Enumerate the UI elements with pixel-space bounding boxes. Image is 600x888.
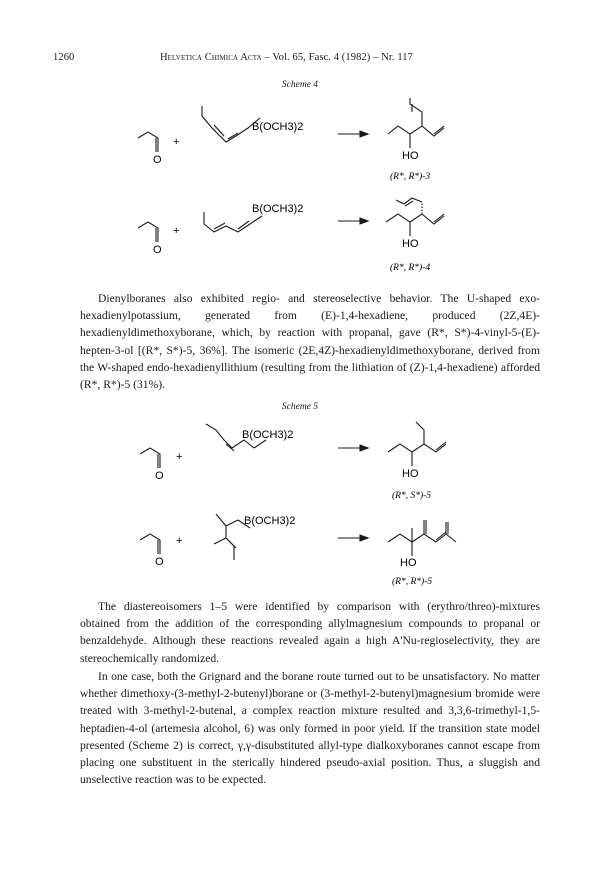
plus-sign-4: + [176, 535, 183, 547]
plus-sign-3: + [176, 451, 183, 463]
carbonyl-o-1: O [153, 154, 162, 166]
product-4-structure [386, 198, 444, 236]
page-number: 1260 [53, 52, 75, 63]
running-head [160, 52, 413, 63]
carbonyl-o-4: O [155, 556, 164, 568]
carbonyl-o-2: O [153, 244, 162, 256]
compound-label-5a: (R*, S*)-5 [392, 491, 432, 501]
hydroxyl-label-3: HO [402, 150, 419, 162]
boryl-group-4: B(OCH3)2 [244, 515, 296, 527]
propanal-structure-3 [140, 448, 160, 468]
scheme-5-diagram [0, 418, 600, 590]
hydroxyl-label-4: HO [402, 238, 419, 250]
carbonyl-o-3: O [155, 470, 164, 482]
compound-label-5b: (R*, R*)-5 [392, 577, 433, 587]
journal-name: Helvetica Chimica Acta [160, 52, 262, 63]
compound-label-3: (R*, R*)-3 [390, 172, 431, 182]
scheme-5-title: Scheme 5 [281, 402, 319, 412]
plus-sign-1: + [173, 136, 180, 148]
running-head-issue: – Vol. 65, Fasc. 4 (1982) – Nr. 117 [261, 52, 414, 63]
product-5-rr-structure [388, 520, 456, 556]
propanal-structure-1 [138, 132, 158, 152]
boryl-group-2: B(OCH3)2 [252, 203, 304, 215]
propanal-structure-2 [138, 222, 158, 242]
hydroxyl-label-5b: HO [400, 557, 417, 569]
boryl-group-3: B(OCH3)2 [242, 429, 294, 441]
paragraph-dienylboranes: Dienylboranes also exhibited regio- and stereoselective behavior. The U-shaped exo-hexadienylpotassium, generated from (E)-1,4-hexadiene, produced (2Z,4E)-hexadienyldimethoxyborane, which, by reaction with propanal, gave (R*, S*)-4-vinyl-5-(E)-hepten-3-ol [(R*, S*)-5, 36%]. The isomeric (2E,4Z)-hexadienyldimethoxyborane, derived from the W-shaped endo-hexadienyllithium (resulting from the lithiation of (Z)-1,4-hexadiene) afforded (R*, R*)-5 (31%). [80, 292, 540, 392]
plus-sign-2: + [173, 225, 180, 237]
propanal-structure-4 [140, 534, 160, 554]
boryl-group-1: B(OCH3)2 [252, 121, 304, 133]
dienylborane-structure-2 [204, 212, 262, 232]
product-3-structure [388, 98, 444, 148]
paragraph-diastereoisomers: The diastereoisomers 1–5 were identified by comparison with (erythro/threo)-mixtures obtained from the addition of the corresponding allylmagnesium compounds to propanal or benzaldehyde. Although these reactions revealed again a high A'Nu-regioselectivity, they are stereochemically randomized. [80, 600, 540, 665]
product-5-rs-structure [388, 422, 446, 466]
scheme-4-title: Scheme 4 [281, 80, 319, 90]
paragraph-grignard: In one case, both the Grignard and the borane route turned out to be unsatisfactory. No matter whether dimethoxy-(3-methyl-2-butenyl)borane or (3-methyl-2-butenyl)magnesium bromide were treated with 3-methyl-2-butenal, a complex reaction mixture resulted and 3,3,6-trimethyl-1,5-heptadien-4-ol (artemesia alcohol, 6) was only formed in poor yield. If the transition state model presented (Scheme 2) is correct, γ,γ-disubstituted allyl-type dialkoxyboranes cannot escape from placing one substituent in the sterically hindered pseudo-axial position. Thus, a sluggish and unselective reaction was to be expected. [80, 670, 540, 787]
compound-label-4: (R*, R*)-4 [390, 263, 431, 273]
hydroxyl-label-5a: HO [402, 468, 419, 480]
scheme-4-diagram [0, 96, 600, 281]
